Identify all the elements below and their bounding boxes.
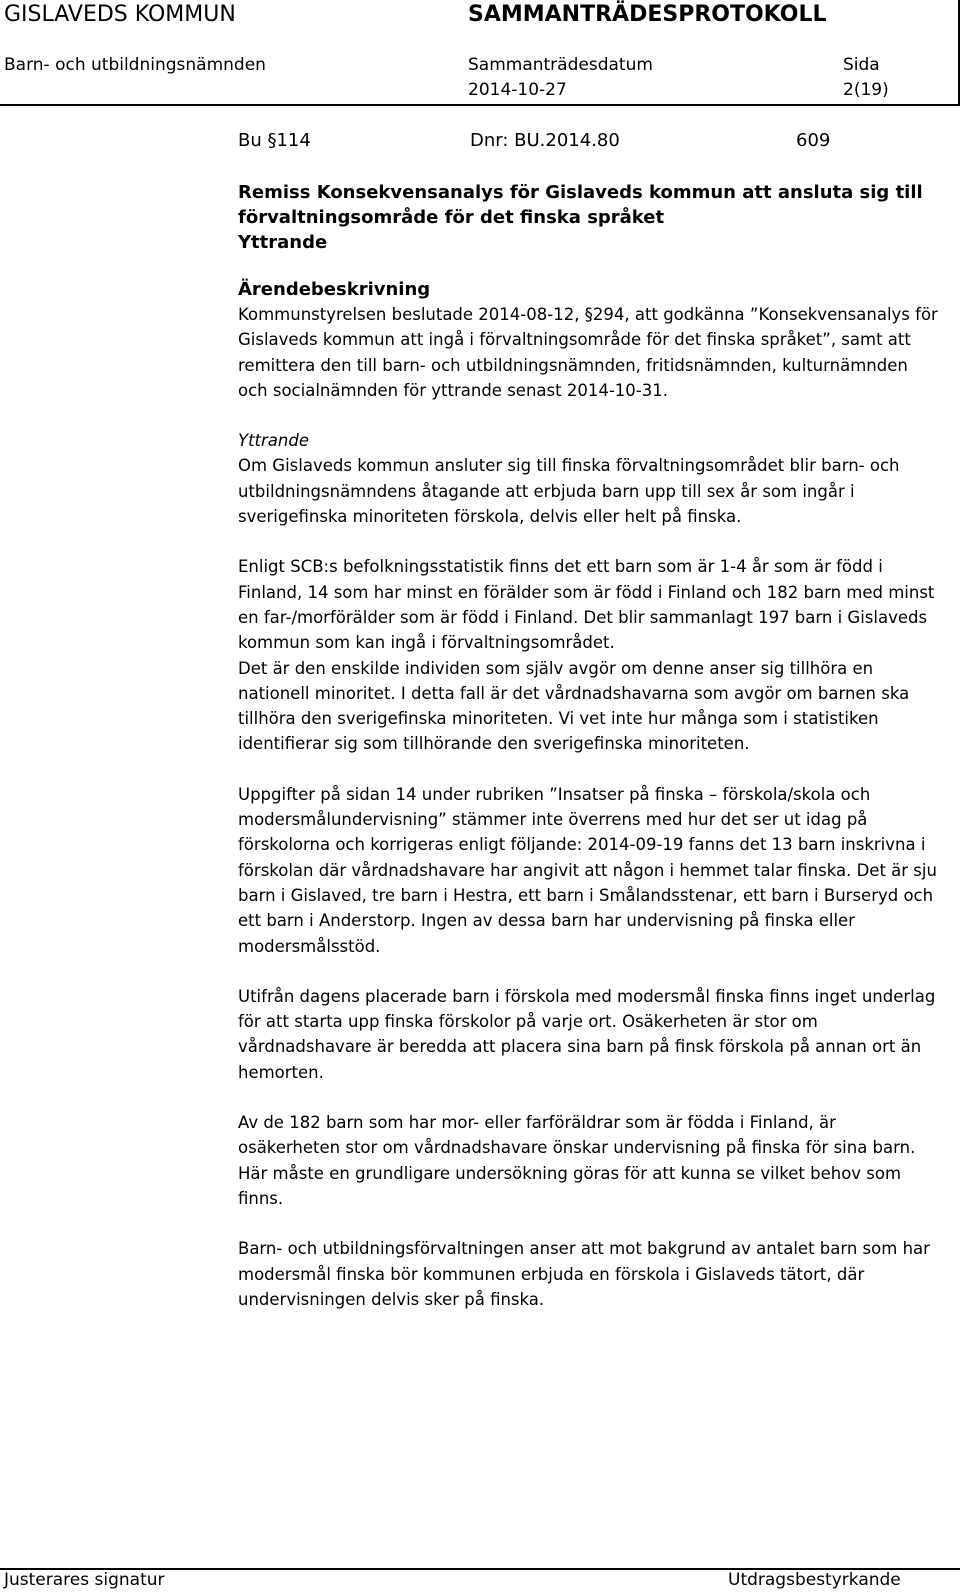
- document-type: SAMMANTRÄDESPROTOKOLL: [468, 2, 827, 27]
- case-reference-row: [238, 130, 938, 160]
- statement-paragraph: Uppgifter på sidan 14 under rubriken ”Insatser på finska – förskola/skola och modersmålundervisning” stämmer inte överrens med hur det ser ut idag på förskolorna och korrigeras enligt följande: 2014-09-19 fanns det 13 barn inskrivna i förskolan där vårdnadshavare har angivit att någon i hemmet talar finska. Det är sju barn i Gislaved, tre barn i Hestra, ett barn i Smålandsstenar, ett barn i Burseryd och ett barn i Anderstorp. Ingen av dessa barn har undervisning på finska eller modersmålsstöd.: [238, 784, 937, 956]
- case-subtitle: Yttrande: [238, 232, 328, 253]
- statement-paragraph: Barn- och utbildningsförvaltningen anser att mot bakgrund av antalet barn som har modersmål finska bör kommunen erbjuda en förskola i Gislaveds tätort, där undervisningen delvis sker på finska.: [238, 1239, 930, 1309]
- page-number: 2(19): [843, 80, 889, 100]
- diary-number: Dnr: BU.2014.80: [470, 130, 620, 151]
- footer-signature-label: Justerares signatur: [4, 1570, 165, 1590]
- organization-name: GISLAVEDS KOMMUN: [4, 2, 236, 27]
- statement-paragraph: Om Gislaveds kommun ansluter sig till finska förvaltningsområdet blir barn- och utbildningsnämndens åtagande att erbjuda barn upp till sex år som ingår i sverigefinska minoriteten förskola, delvis eller helt på finska.: [238, 456, 900, 527]
- date-label: Sammanträdesdatum: [468, 55, 653, 75]
- page-label: Sida: [843, 55, 880, 75]
- case-title: Remiss Konsekvensanalys för Gislaveds kommun att ansluta sig till förvaltningsområde för det finska språket: [238, 182, 923, 228]
- document-body: [238, 130, 938, 1312]
- paragraph-number: Bu §114: [238, 130, 311, 151]
- committee-name: Barn- och utbildningsnämnden: [4, 55, 266, 75]
- description-text: Kommunstyrelsen beslutade 2014-08-12, §294, att godkänna ”Konsekvensanalys för Gislaveds kommun att ingå i förvaltningsområde för det finska språket”, samt att remittera den till barn- och utbildningsnämnden, fritidsnämnden, kulturnämnden och socialnämnden för yttrande senast 2014-10-31.: [238, 305, 938, 400]
- statement-paragraph: Av de 182 barn som har mor- eller farföräldrar som är födda i Finland, är osäkerheten stor om vårdnadshavare önskar undervisning på finska för sina barn. Här måste en grundligare undersökning göras för att kunna se vilket behov som finns.: [238, 1113, 916, 1208]
- meeting-date: 2014-10-27: [468, 80, 567, 100]
- case-code: 609: [796, 130, 831, 151]
- statement-paragraph: Utifrån dagens placerade barn i förskola med modersmål finska finns inget underlag för att starta upp finska förskolor på varje ort. Osäkerheten är stor om vårdnadshavare är beredda att placera sina barn på finsk förskola på annan ort än hemorten.: [238, 986, 936, 1082]
- description-heading: Ärendebeskrivning: [238, 279, 431, 300]
- statement-heading: Yttrande: [238, 431, 309, 451]
- footer-certification-label: Utdragsbestyrkande: [728, 1570, 901, 1590]
- statement-paragraph: Enligt SCB:s befolkningsstatistik finns det ett barn som är 1-4 år som är född i Finland, 14 som har minst en förälder som är född i Finland och 182 barn med minst en far-/morförälder som är född i Finland. Det blir sammanlagt 197 barn i Gislaveds kommun som kan ingå i förvaltningsområdet.: [238, 557, 935, 653]
- statement-paragraph: Det är den enskilde individen som själv avgör om denne anser sig tillhöra en nationell minoritet. I detta fall är det vårdnadshavarna som avgör om barnen ska tillhöra den sverigefinska minoriteten. Vi vet inte hur många som i statistiken identifierar sig som tillhörande den sverigefinska minoriteten.: [238, 658, 910, 754]
